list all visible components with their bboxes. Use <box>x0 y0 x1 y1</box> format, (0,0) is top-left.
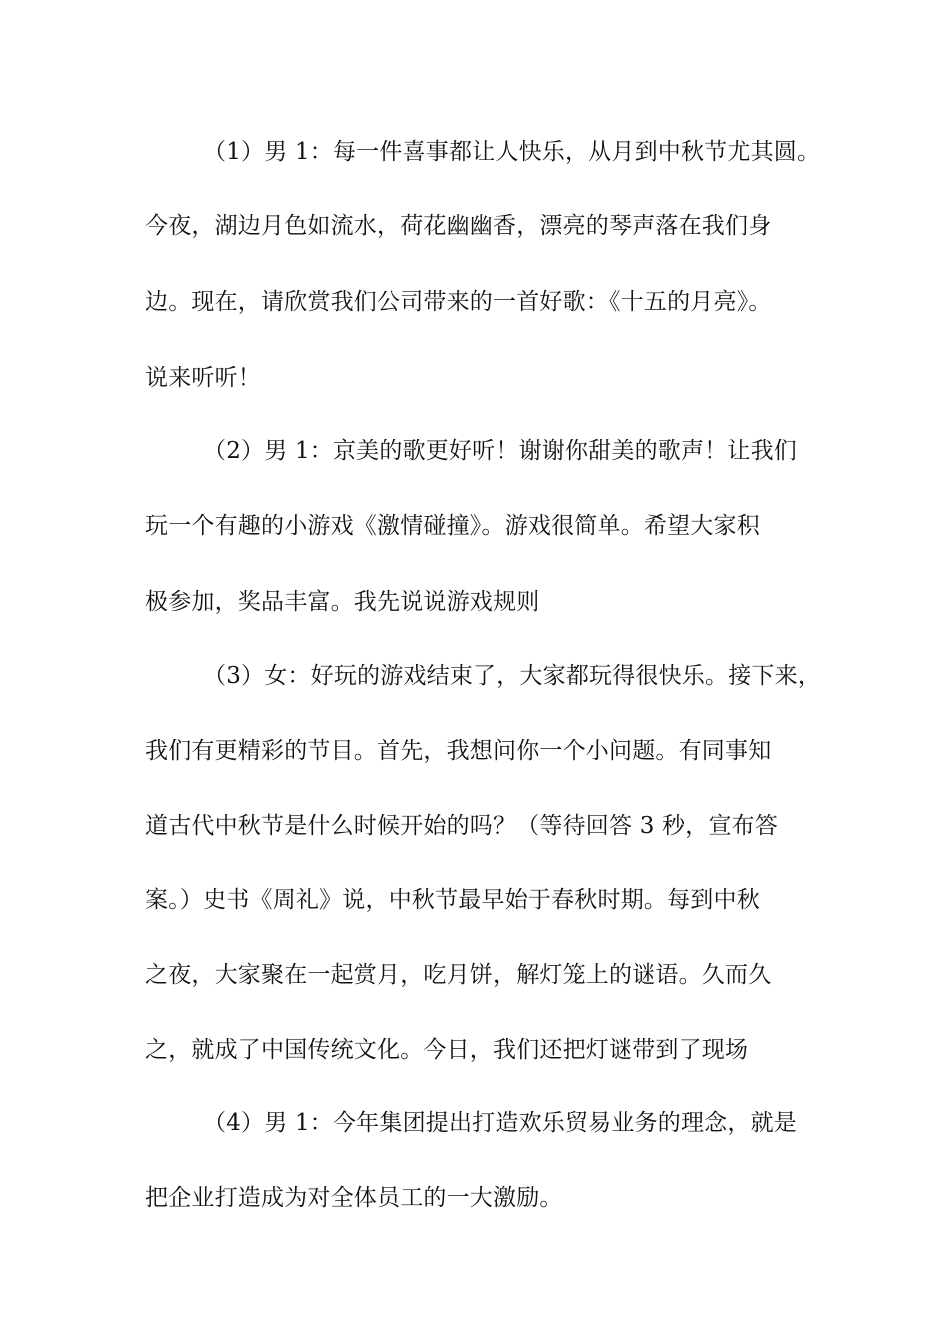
paragraph-1-line-2: 今夜，湖边月色如流水，荷花幽幽香，漂亮的琴声落在我们身 <box>145 213 772 239</box>
paragraph-3-line-3: 道古代中秋节是什么时候开始的吗？（等待回答 3 秒，宣布答 <box>145 813 779 839</box>
paragraph-3-line-5: 之夜，大家聚在一起赏月，吃月饼，解灯笼上的谜语。久而久 <box>145 962 772 988</box>
paragraph-2-line-3: 极参加，奖品丰富。我先说说游戏规则 <box>145 589 540 615</box>
paragraph-4-line-1: （4）男 1：今年集团提出打造欢乐贸易业务的理念，就是 <box>203 1110 797 1136</box>
paragraph-1-line-1: （1）男 1：每一件喜事都让人快乐，从月到中秋节尤其圆。 <box>203 139 821 165</box>
paragraph-3-line-1: （3）女：好玩的游戏结束了，大家都玩得很快乐。接下来， <box>203 663 822 689</box>
paragraph-1-line-4: 说来听听！ <box>145 365 261 391</box>
paragraph-1-line-3: 边。现在，请欣赏我们公司带来的一首好歌：《十五的月亮》。 <box>145 289 772 315</box>
paragraph-2-line-1: （2）男 1：京美的歌更好听！谢谢你甜美的歌声！让我们 <box>203 438 797 464</box>
paragraph-4-line-2: 把企业打造成为对全体员工的一大激励。 <box>145 1185 563 1211</box>
paragraph-3-line-4: 案。）史书《周礼》说，中秋节最早始于春秋时期。每到中秋 <box>145 887 760 913</box>
paragraph-3-line-6: 之，就成了中国传统文化。今日，我们还把灯谜带到了现场 <box>145 1037 749 1063</box>
paragraph-2-line-2: 玩一个有趣的小游戏《激情碰撞》。游戏很简单。希望大家积 <box>145 513 760 539</box>
paragraph-3-line-2: 我们有更精彩的节目。首先，我想问你一个小问题。有同事知 <box>145 738 772 764</box>
